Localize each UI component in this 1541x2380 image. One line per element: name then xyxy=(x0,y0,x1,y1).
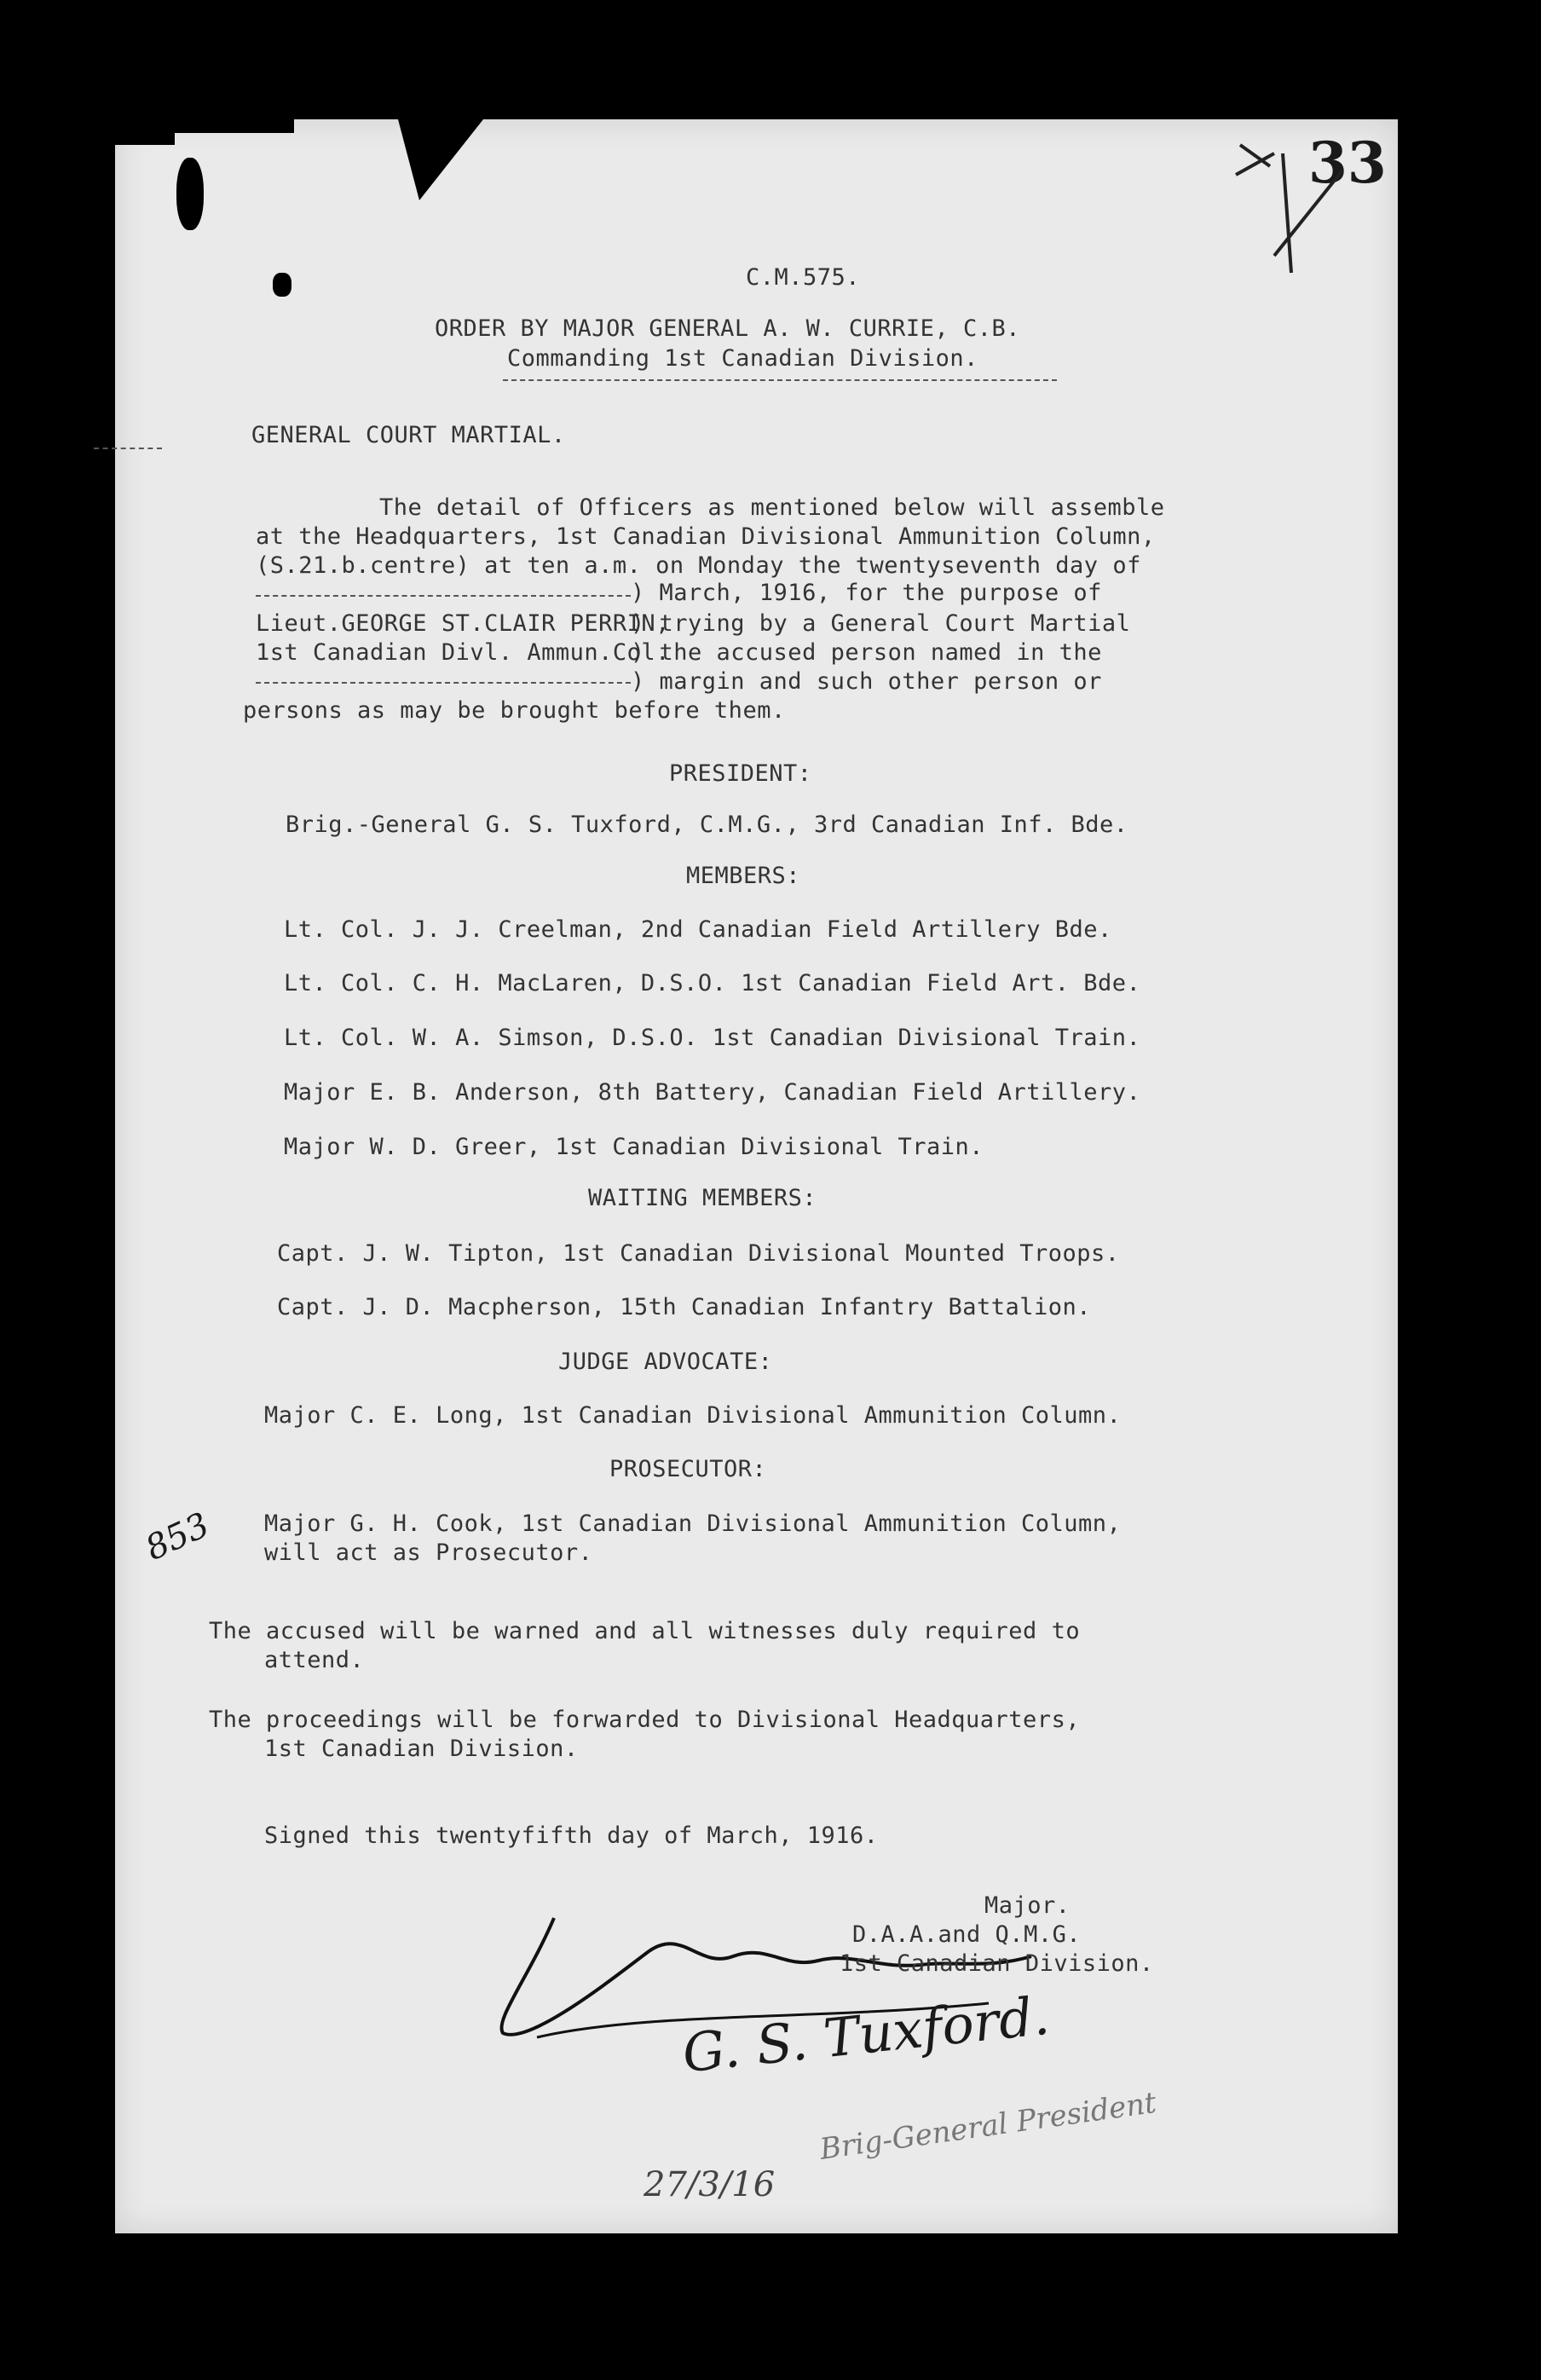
member-entry: Major E. B. Anderson, 8th Battery, Canadian Field Artillery. xyxy=(284,1079,1141,1106)
margin-box-rule xyxy=(256,595,631,597)
signed-line: Signed this twentyfifth day of March, 1916. xyxy=(264,1823,879,1849)
document-page xyxy=(115,119,1398,2233)
prosecutor-entry: will act as Prosecutor. xyxy=(264,1539,593,1566)
handwritten-president-title: Brig-General President xyxy=(817,2085,1159,2167)
members-heading: MEMBERS: xyxy=(686,863,801,889)
handwritten-page-number: 33 xyxy=(1308,130,1387,196)
intro-line: at the Headquarters, 1st Canadian Divisional Ammunition Column, xyxy=(256,523,1156,550)
heading-rule xyxy=(503,379,1057,381)
prosecutor-heading: PROSECUTOR: xyxy=(609,1456,767,1482)
prosecutor-entry: Major G. H. Cook, 1st Canadian Divisional Ammunition Column, xyxy=(264,1511,1122,1537)
right-text-line: ) margin and such other person or xyxy=(631,668,1102,695)
closing-line: persons as may be brought before them. xyxy=(243,697,786,724)
accused-name: Lieut.GEORGE ST.CLAIR PERRIN, xyxy=(256,610,670,637)
instruction-line: The proceedings will be forwarded to Divisional Headquarters, xyxy=(209,1707,1081,1733)
member-entry: Major W. D. Greer, 1st Canadian Divisional Train. xyxy=(284,1134,984,1160)
right-text-line: ) March, 1916, for the purpose of xyxy=(631,580,1102,606)
waiting-member-entry: Capt. J. W. Tipton, 1st Canadian Divisional Mounted Troops. xyxy=(277,1240,1120,1267)
president-entry: Brig.-General G. S. Tuxford, C.M.G., 3rd Canadian Inf. Bde. xyxy=(286,812,1128,838)
handwritten-cross-mark xyxy=(1223,136,1351,290)
handwritten-margin-note: 853 xyxy=(139,1505,216,1568)
torn-edge xyxy=(115,119,175,145)
document-reference: C.M.575. xyxy=(746,264,861,291)
president-heading: PRESIDENT: xyxy=(669,760,812,787)
accused-unit: 1st Canadian Divl. Ammun.Col. xyxy=(256,639,670,666)
right-text-line: ) the accused person named in the xyxy=(631,639,1102,666)
member-entry: Lt. Col. J. J. Creelman, 2nd Canadian Field Artillery Bde. xyxy=(284,916,1112,943)
section-title: GENERAL COURT MARTIAL. xyxy=(251,422,566,448)
judge-advocate-heading: JUDGE ADVOCATE: xyxy=(558,1349,773,1375)
intro-line: The detail of Officers as mentioned below will assemble xyxy=(379,494,1165,521)
order-heading-line2: Commanding 1st Canadian Division. xyxy=(507,345,978,372)
handwritten-date: 27/3/16 xyxy=(644,2165,776,2204)
handwritten-president-signature: G. S. Tuxford. xyxy=(679,1984,1053,2085)
waiting-members-heading: WAITING MEMBERS: xyxy=(588,1185,817,1211)
right-text-line: ) trying by a General Court Martial xyxy=(631,610,1131,637)
member-entry: Lt. Col. W. A. Simson, D.S.O. 1st Canadian Divisional Train. xyxy=(284,1025,1141,1051)
judge-advocate-entry: Major C. E. Long, 1st Canadian Divisional Ammunition Column. xyxy=(264,1402,1122,1429)
instruction-line: The accused will be warned and all witnesses duly required to xyxy=(209,1618,1081,1644)
torn-edge xyxy=(175,119,294,133)
waiting-member-entry: Capt. J. D. Macpherson, 15th Canadian Infantry Battalion. xyxy=(277,1294,1092,1320)
punch-hole xyxy=(273,273,291,297)
intro-line: (S.21.b.centre) at ten a.m. on Monday the twentyseventh day of xyxy=(256,552,1141,579)
margin-rule xyxy=(94,448,162,449)
punch-hole xyxy=(176,158,204,230)
order-heading-line1: ORDER BY MAJOR GENERAL A. W. CURRIE, C.B. xyxy=(435,315,1020,342)
signatory-rank: Major. xyxy=(984,1892,1071,1919)
torn-edge xyxy=(398,119,483,200)
margin-box-rule xyxy=(256,682,631,684)
instruction-line: 1st Canadian Division. xyxy=(264,1736,579,1762)
signatory-title: D.A.A.and Q.M.G. xyxy=(852,1921,1082,1948)
member-entry: Lt. Col. C. H. MacLaren, D.S.O. 1st Canadian Field Art. Bde. xyxy=(284,970,1141,996)
instruction-line: attend. xyxy=(264,1647,365,1673)
signatory-unit: 1st Canadian Division. xyxy=(840,1950,1154,1977)
